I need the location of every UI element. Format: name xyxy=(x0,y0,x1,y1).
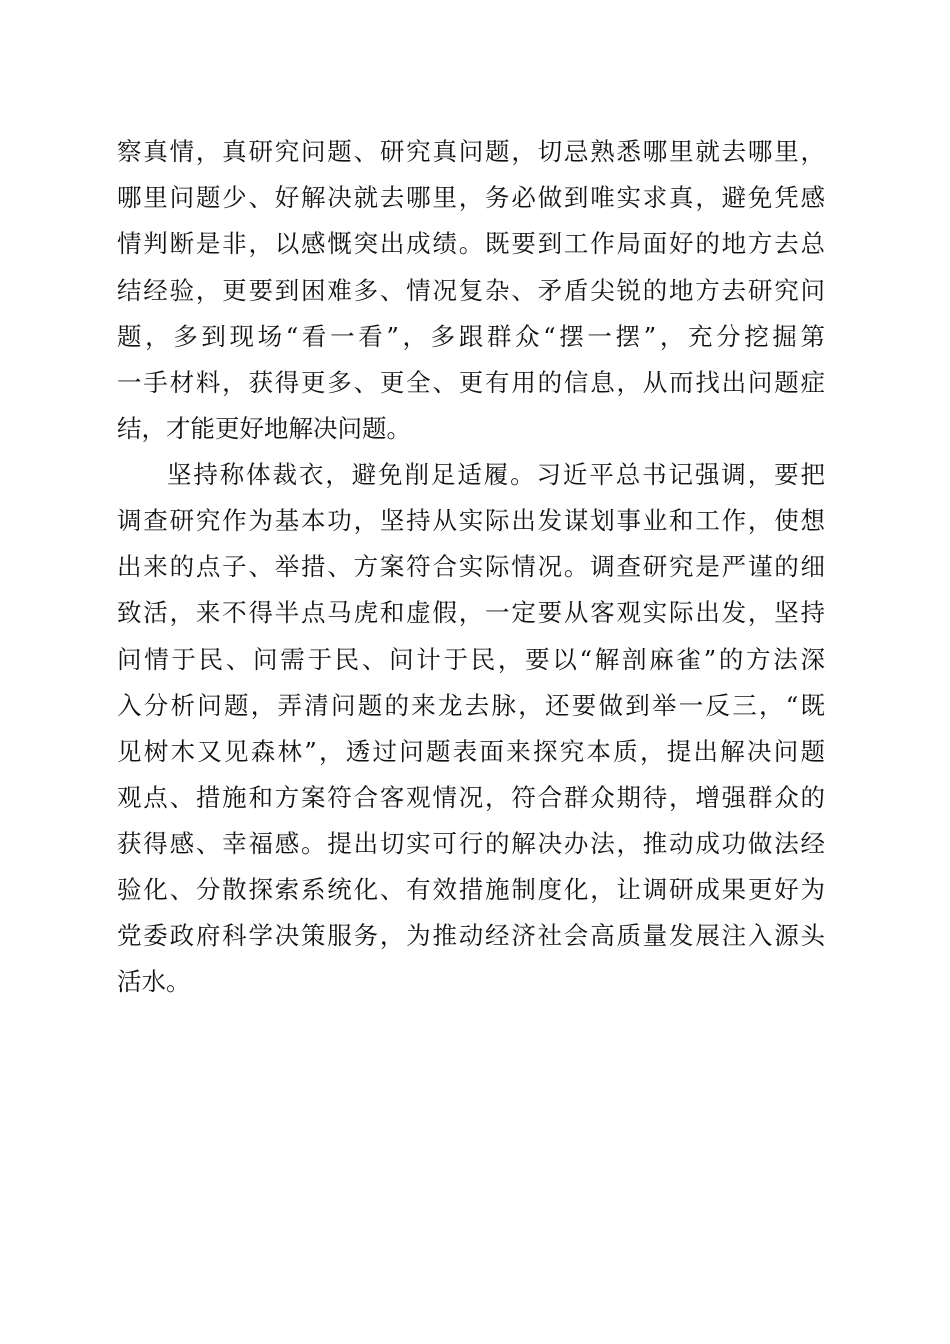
text-line: 致活，来不得半点马虎和虚假，一定要从客观实际出发，坚持 xyxy=(117,598,825,627)
text-line: 结，才能更好地解决问题。 xyxy=(117,414,411,443)
text-line: 党委政府科学决策服务，为推动经济社会高质量发展注入源头 xyxy=(117,921,825,950)
text-line: 结经验，更要到困难多、情况复杂、矛盾尖锐的地方去研究问 xyxy=(117,276,825,305)
text-line: 获得感、幸福感。提出切实可行的解决办法，推动成功做法经 xyxy=(117,829,825,858)
text-line: 题，多到现场“看一看”，多跟群众“摆一摆”，充分挖掘第 xyxy=(117,322,825,351)
text-line: 坚持称体裁衣，避免削足适履。习近平总书记强调，要把 xyxy=(167,460,825,489)
text-line: 出来的点子、举措、方案符合实际情况。调查研究是严谨的细 xyxy=(117,552,825,581)
text-line: 一手材料，获得更多、更全、更有用的信息，从而找出问题症 xyxy=(117,368,825,397)
text-line: 问情于民、问需于民、问计于民，要以“解剖麻雀”的方法深 xyxy=(117,645,825,674)
text-line: 调查研究作为基本功，坚持从实际出发谋划事业和工作，使想 xyxy=(117,506,825,535)
text-line: 入分析问题，弄清问题的来龙去脉，还要做到举一反三，“既 xyxy=(117,691,825,720)
text-line: 情判断是非，以感慨突出成绩。既要到工作局面好的地方去总 xyxy=(117,229,825,258)
text-line: 活水。 xyxy=(117,967,191,996)
text-line: 观点、措施和方案符合客观情况，符合群众期待，增强群众的 xyxy=(117,783,825,812)
text-line: 哪里问题少、好解决就去哪里，务必做到唯实求真，避免凭感 xyxy=(117,183,825,212)
text-line: 验化、分散探索系统化、有效措施制度化，让调研成果更好为 xyxy=(117,875,825,904)
text-line: 见树木又见森林”，透过问题表面来探究本质，提出解决问题 xyxy=(117,737,825,766)
text-line: 察真情，真研究问题、研究真问题，切忌熟悉哪里就去哪里， xyxy=(117,137,825,166)
